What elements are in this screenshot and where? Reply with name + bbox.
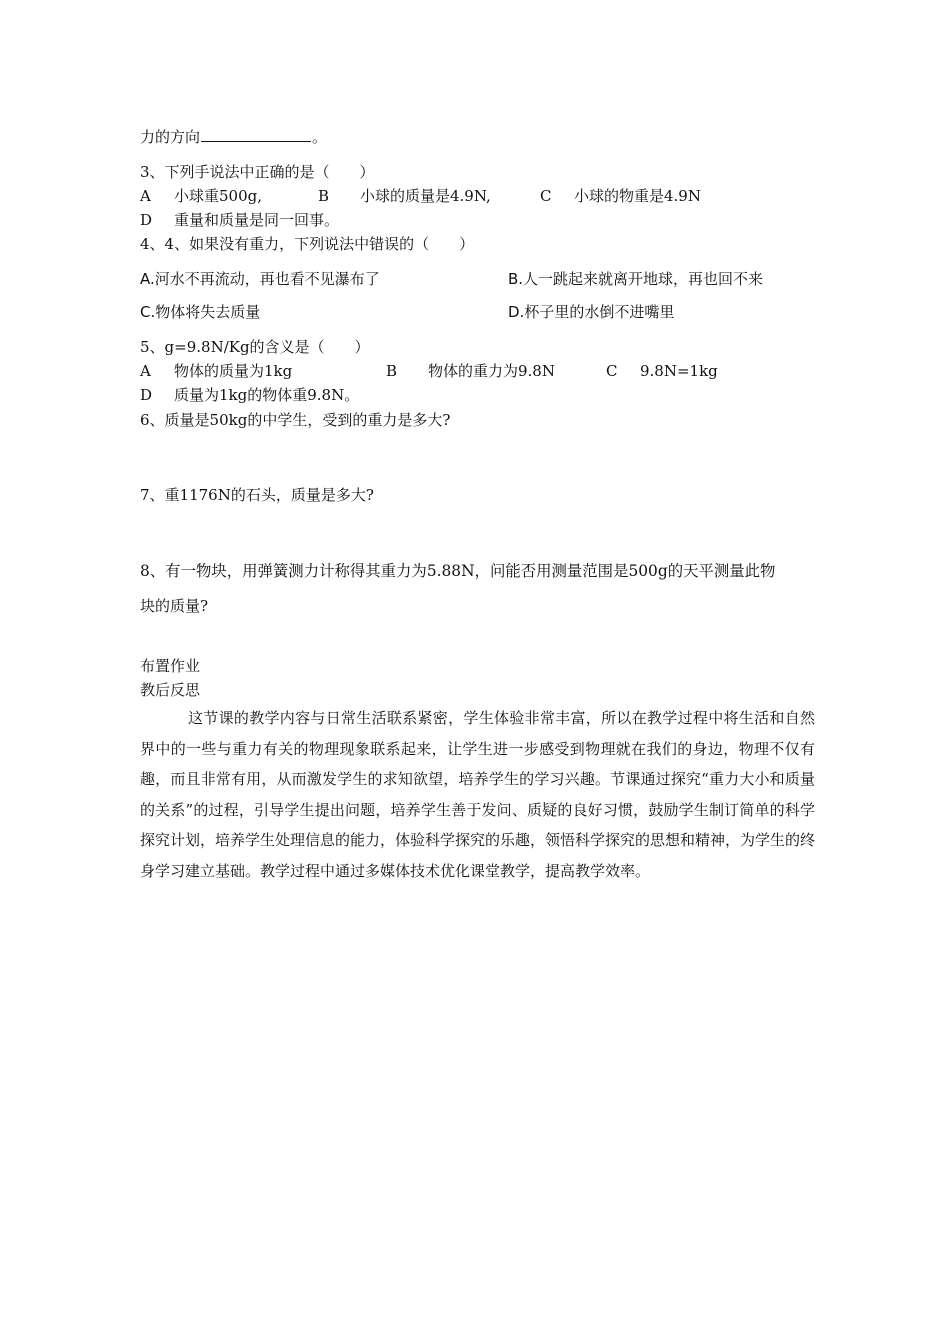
question-3-option-d-letter: D xyxy=(140,211,153,229)
question-5-option-c: 9.8N=1kg xyxy=(640,362,718,380)
question-3-option-b-letter: B xyxy=(318,187,330,205)
answer-blank xyxy=(201,127,311,142)
question-5-option-b: 物体的重力为9.8N xyxy=(428,362,555,380)
question-3-option-c-letter: C xyxy=(540,187,552,205)
question-5-option-d-letter: D xyxy=(140,386,153,404)
question-5-option-a-letter: A xyxy=(140,362,151,380)
question-3-option-a: 小球重500g, xyxy=(174,187,263,205)
question-5-option-a: 物体的质量为1kg xyxy=(174,362,293,380)
question-2-tail xyxy=(140,127,327,147)
question-8-line-1: 8、有一物块，用弹簧测力计称得其重力为5.88N，问能否用测量范围是500g的天平测量此物 xyxy=(140,562,776,580)
question-4-option-b: B.人一跳起来就离开地球，再也回不来 xyxy=(508,270,764,288)
question-4-stem: 4、4、如果没有重力，下列说法中错误的（ ） xyxy=(140,235,475,253)
question-2-end: 。 xyxy=(312,128,328,146)
question-2-text: 力的方向 xyxy=(140,128,201,146)
reflection-paragraph: 这节课的教学内容与日常生活联系紧密，学生体验非常丰富，所以在教学过程中将生活和自然界中的一些与重力有关的物理现象联系起来，让学生进一步感受到物理就在我们的身边，物理不仅有趣，而且非常有用，从而激发学生的求知欲望，培养学生的学习兴趣。节课通过探究“重力大小和质量的关系”的过程，引导学生提出问题，培养学生善于发问、质疑的良好习惯，鼓励学生制订简单的科学探究计划，培养学生处理信息的能力，体验科学探究的乐趣，领悟科学探究的思想和精神，为学生的终身学习建立基础。教学过程中通过多媒体技术优化课堂教学，提高教学效率。 xyxy=(140,709,816,880)
question-4-option-c: C.物体将失去质量 xyxy=(140,303,261,321)
question-5-option-b-letter: B xyxy=(386,362,398,380)
question-4-option-a: A.河水不再流动，再也看不见瀑布了 xyxy=(140,270,380,288)
question-8-line-2: 块的质量? xyxy=(140,597,209,615)
question-7: 7、重1176N的石头，质量是多大? xyxy=(140,486,374,504)
question-6: 6、质量是50kg的中学生，受到的重力是多大? xyxy=(140,411,451,429)
question-4-option-d: D.杯子里的水倒不进嘴里 xyxy=(508,303,675,321)
question-3-option-a-letter: A xyxy=(140,187,151,205)
question-3-option-d: 重量和质量是同一回事。 xyxy=(174,211,340,229)
homework-heading: 布置作业 xyxy=(140,657,201,675)
question-5-option-c-letter: C xyxy=(606,362,618,380)
reflection-heading: 教后反思 xyxy=(140,681,201,699)
question-3-stem: 3、下列手说法中正确的是（ ） xyxy=(140,163,375,181)
question-3-option-c: 小球的物重是4.9N xyxy=(574,187,701,205)
question-3-option-b: 小球的质量是4.9N, xyxy=(360,187,491,205)
question-5-stem: 5、g=9.8N/Kg的含义是（ ） xyxy=(140,338,370,356)
question-5-option-d: 质量为1kg的物体重9.8N。 xyxy=(174,386,360,404)
